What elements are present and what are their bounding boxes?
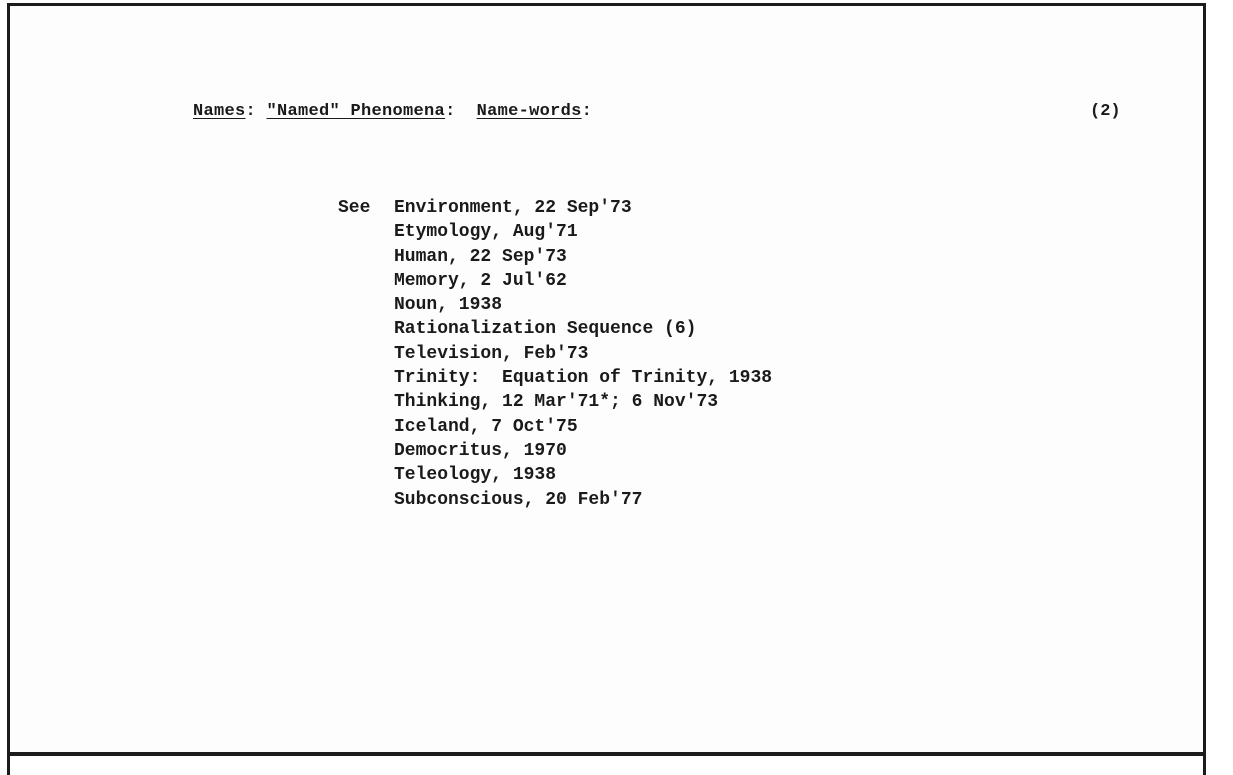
page-number: (2) [1090,102,1121,121]
heading-separator: : [445,102,477,121]
list-item: Noun, 1938 [394,295,503,316]
next-card-edge [7,755,1206,775]
heading-separator: : [581,102,593,121]
list-item: Subconscious, 20 Feb'77 [394,489,643,510]
list-item: Iceland, 7 Oct'75 [394,416,578,437]
cross-reference-list [394,196,772,512]
list-item: Teleology, 1938 [394,465,557,486]
heading-separator: : [245,102,267,121]
heading-named-phenomena: "Named" Phenomena [266,102,446,121]
list-item: Etymology, Aug'71 [394,222,578,243]
see-label: See [338,198,371,218]
list-item: Rationalization Sequence (6) [394,319,697,340]
heading-name-words: Name-words [476,102,582,121]
list-item: Human, 22 Sep'73 [394,246,567,267]
list-item: Television, Feb'73 [394,343,589,364]
card-heading [193,102,592,121]
list-item: Democritus, 1970 [394,440,567,461]
list-item: Thinking, 12 Mar'71*; 6 Nov'73 [394,392,719,413]
heading-names: Names [193,102,246,121]
list-item: Trinity: Equation of Trinity, 1938 [394,368,773,389]
list-item: Memory, 2 Jul'62 [394,270,567,291]
list-item: Environment, 22 Sep'73 [394,198,632,218]
